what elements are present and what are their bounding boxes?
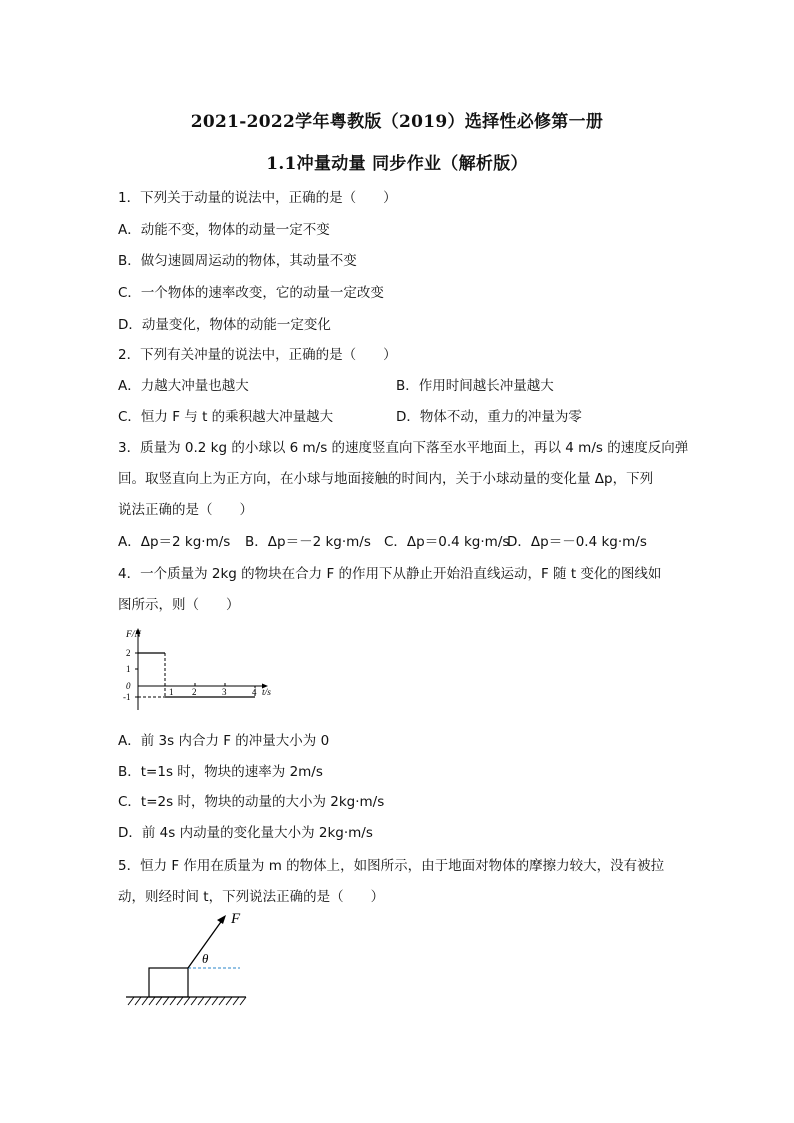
q1-option-b: B．做匀速圆周运动的物体，其动量不变 xyxy=(118,253,357,269)
graph-ytick-2: 2 xyxy=(126,648,131,658)
graph-ylabel: F/N xyxy=(126,630,141,640)
q4-stem-line1: 4．一个质量为 2kg 的物块在合力 F 的作用下从静止开始沿直线运动，F 随 t 变化的图线如 xyxy=(118,566,662,582)
q4-option-d: D．前 4s 内动量的变化量大小为 2kg·m/s xyxy=(118,825,373,841)
q2-option-c: C．恒力 F 与 t 的乘积越大冲量越大 xyxy=(118,409,334,425)
q3-option-b: B．Δp＝－2 kg·m/s xyxy=(245,534,371,550)
q5-force-diagram xyxy=(118,905,258,1010)
graph-ytick-1: 1 xyxy=(126,664,131,674)
q2-stem: 2．下列有关冲量的说法中，正确的是（ ） xyxy=(118,347,397,363)
graph-xtick-2: 2 xyxy=(192,687,197,697)
q3-option-a: A．Δp＝2 kg·m/s xyxy=(118,534,231,550)
graph-xtick-3: 3 xyxy=(222,687,227,697)
q4-option-c: C．t=2s 时，物块的动量的大小为 2kg·m/s xyxy=(118,794,385,810)
q4-force-time-graph xyxy=(112,626,292,716)
graph-xtick-1: 1 xyxy=(169,687,174,697)
graph-ytick-neg1: -1 xyxy=(123,692,131,702)
graph-xtick-4: 4 xyxy=(252,687,257,697)
q4-option-a: A．前 3s 内合力 F 的冲量大小为 0 xyxy=(118,733,330,749)
graph-xlabel: t/s xyxy=(262,688,271,698)
q4-option-b: B．t=1s 时，物块的速率为 2m/s xyxy=(118,764,323,780)
q3-option-c: C．Δp＝0.4 kg·m/s xyxy=(384,534,510,550)
force-label: F xyxy=(231,911,241,927)
q5-stem-line2: 动，则经时间 t，下列说法正确的是（ ） xyxy=(118,889,385,905)
q5-stem-line1: 5．恒力 F 作用在质量为 m 的物体上，如图所示，由于地面对物体的摩擦力较大，没有被拉 xyxy=(118,858,665,874)
q1-option-d: D．动量变化，物体的动能一定变化 xyxy=(118,317,331,333)
q3-stem-line2: 回。取竖直向上为正方向，在小球与地面接触的时间内，关于小球动量的变化量 Δp，下列 xyxy=(118,471,654,487)
q2-option-d: D．物体不动，重力的冲量为零 xyxy=(396,409,582,425)
q1-stem: 1．下列关于动量的说法中，正确的是（ ） xyxy=(118,190,397,206)
graph-origin: 0 xyxy=(126,681,131,691)
q1-option-c: C．一个物体的速率改变，它的动量一定改变 xyxy=(118,285,384,301)
doc-title-line2: 1.1冲量动量 同步作业（解析版） xyxy=(266,154,528,174)
q3-option-d: D．Δp＝－0.4 kg·m/s xyxy=(507,534,647,550)
q3-stem-line1: 3．质量为 0.2 kg 的小球以 6 m/s 的速度竖直向下落至水平地面上，再以 4 m/s 的速度反向弹 xyxy=(118,440,689,456)
q4-stem-line2: 图所示，则（ ） xyxy=(118,597,240,613)
q3-stem-line3: 说法正确的是（ ） xyxy=(118,502,253,518)
q1-option-a: A．动能不变，物体的动量一定不变 xyxy=(118,222,330,238)
angle-label: θ xyxy=(202,951,209,966)
q2-option-a: A．力越大冲量也越大 xyxy=(118,378,249,394)
q2-option-b: B．作用时间越长冲量越大 xyxy=(396,378,554,394)
doc-title-line1: 2021-2022学年粤教版（2019）选择性必修第一册 xyxy=(190,112,604,132)
